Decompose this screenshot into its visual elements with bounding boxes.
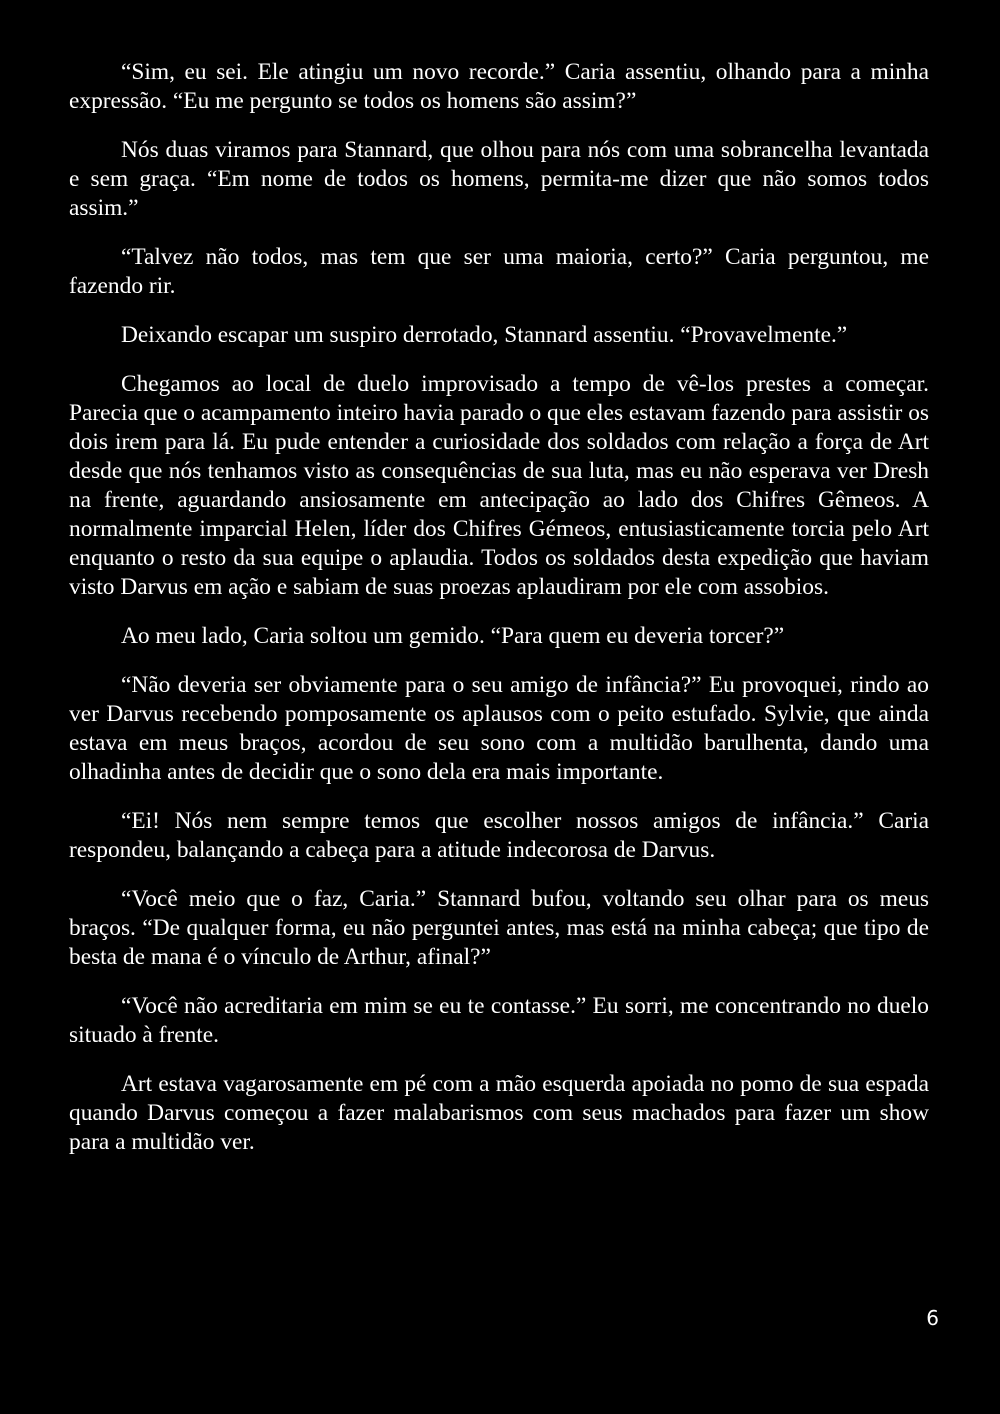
paragraph: “Você não acreditaria em mim se eu te contasse.” Eu sorri, me concentrando no duelo situado à frente. (69, 993, 929, 1048)
paragraph: Art estava vagarosamente em pé com a mão esquerda apoiada no pomo de sua espada quando Darvus começou a fazer malabarismos com seus machados para fazer um show para a multidão ver. (69, 1071, 929, 1155)
body-text (69, 58, 929, 1177)
paragraph: Nós duas viramos para Stannard, que olhou para nós com uma sobrancelha levantada e sem graça. “Em nome de todos os homens, permita-me dizer que não somos todos assim.” (69, 137, 929, 221)
paragraph: “Ei! Nós nem sempre temos que escolher nossos amigos de infância.” Caria respondeu, balançando a cabeça para a atitude indecorosa de Darvus. (69, 808, 929, 863)
paragraph: Ao meu lado, Caria soltou um gemido. “Para quem eu deveria torcer?” (121, 623, 785, 649)
paragraph: “Sim, eu sei. Ele atingiu um novo recorde.” Caria assentiu, olhando para a minha expressão. “Eu me pergunto se todos os homens são assim?” (69, 59, 929, 114)
paragraph: “Você meio que o faz, Caria.” Stannard bufou, voltando seu olhar para os meus braços. “De qualquer forma, eu não perguntei antes, mas está na minha cabeça; que tipo de besta de mana é o vínculo de Arthur, afinal?” (69, 886, 929, 970)
paragraph: Chegamos ao local de duelo improvisado a tempo de vê-los prestes a começar. Parecia que o acampamento inteiro havia parado o que eles estavam fazendo para assistir os dois irem para lá. Eu pude entender a curiosidade dos soldados com relação a força de Art desde que nós tenhamos visto as consequências de sua luta, mas eu não esperava ver Dresh na frente, aguardando ansiosamente em antecipação ao lado dos Chifres Gêmeos. A normalmente imparcial Helen, líder dos Chifres Gémeos, entusiasticamente torcia pelo Art enquanto o resto da sua equipe o aplaudia. Todos os soldados desta expedição que haviam visto Darvus em ação e sabiam de suas proezas aplaudiram por ele com assobios. (69, 371, 929, 600)
paragraph: “Não deveria ser obviamente para o seu amigo de infância?” Eu provoquei, rindo ao ver Darvus recebendo pomposamente os aplausos com o peito estufado. Sylvie, que ainda estava em meus braços, acordou de seu sono com a multidão barulhenta, dando uma olhadinha antes de decidir que o sono dela era mais importante. (69, 672, 929, 785)
paragraph: “Talvez não todos, mas tem que ser uma maioria, certo?” Caria perguntou, me fazendo rir. (69, 244, 929, 299)
page-number: 6 (926, 1306, 939, 1330)
paragraph: Deixando escapar um suspiro derrotado, Stannard assentiu. “Provavelmente.” (121, 322, 848, 348)
